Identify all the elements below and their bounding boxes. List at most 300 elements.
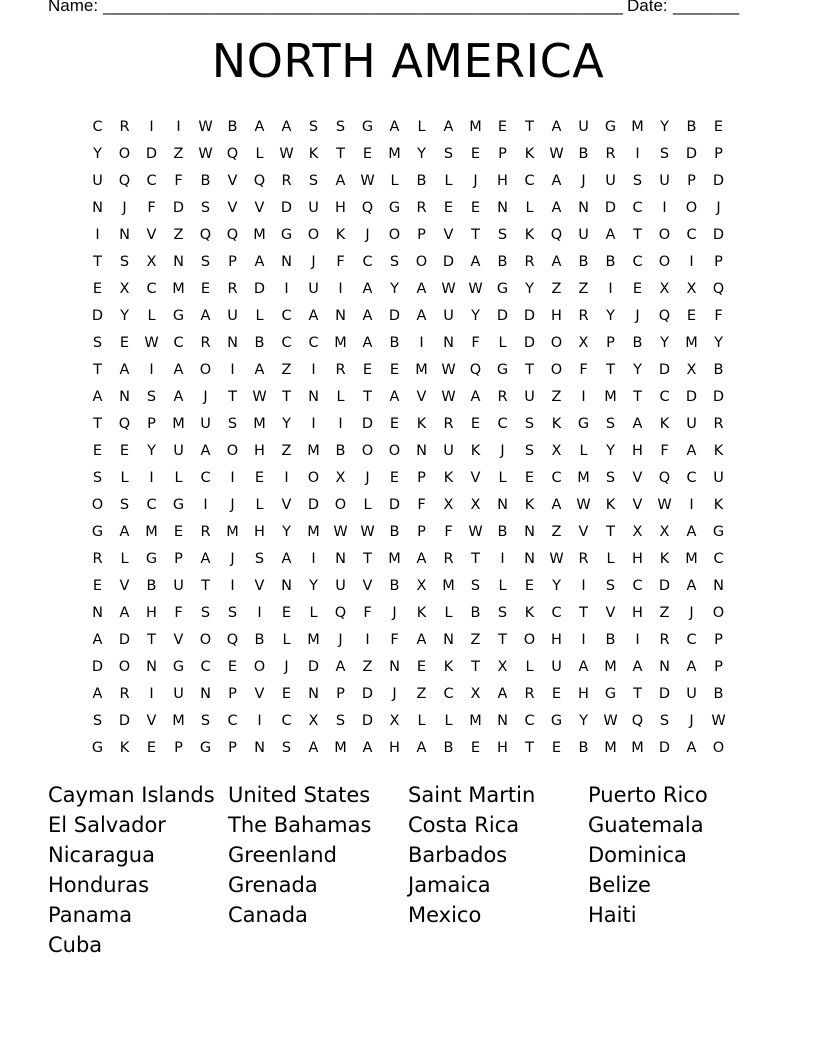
grid-letter: X	[416, 577, 427, 594]
grid-letter: E	[119, 442, 130, 459]
grid-letter: O	[388, 226, 401, 243]
grid-letter: U	[200, 415, 211, 432]
grid-letter: J	[392, 604, 397, 621]
grid-letter: I	[500, 550, 505, 567]
grid-letter: F	[579, 361, 588, 378]
grid-letter: B	[146, 577, 157, 594]
word-bank-item: Jamaica	[408, 873, 491, 897]
grid-letter: M	[415, 361, 428, 378]
grid-letter: C	[281, 712, 292, 729]
grid-letter: S	[308, 118, 319, 135]
grid-letter: Q	[361, 199, 374, 216]
grid-letter: S	[227, 415, 238, 432]
grid-letter: A	[605, 226, 616, 243]
name-blank: _______________________________________________________	[103, 0, 624, 15]
grid-letter: E	[470, 199, 481, 216]
grid-letter: E	[362, 361, 373, 378]
grid-letter: Q	[226, 145, 239, 162]
grid-letter: E	[551, 739, 562, 756]
grid-letter: K	[416, 415, 427, 432]
grid-letter: U	[605, 172, 616, 189]
grid-letter: J	[230, 550, 235, 567]
grid-letter: E	[254, 469, 265, 486]
grid-letter: F	[174, 172, 183, 189]
grid-letter: T	[93, 361, 102, 378]
grid-letter: F	[363, 604, 372, 621]
grid-letter: M	[334, 334, 347, 351]
grid-letter: Q	[712, 280, 725, 297]
grid-letter: S	[335, 118, 346, 135]
grid-letter: H	[146, 604, 157, 621]
grid-letter: O	[550, 334, 563, 351]
grid-letter: Y	[660, 118, 669, 135]
grid-letter: W	[549, 550, 564, 567]
grid-letter: S	[659, 712, 670, 729]
grid-letter: C	[308, 334, 319, 351]
grid-letter: M	[145, 523, 158, 540]
grid-letter: E	[470, 145, 481, 162]
grid-letter: I	[149, 118, 154, 135]
grid-letter: D	[658, 685, 671, 702]
grid-letter: I	[149, 685, 154, 702]
grid-letter: X	[578, 334, 589, 351]
grid-letter: Z	[173, 145, 184, 162]
grid-letter: O	[361, 442, 374, 459]
grid-letter: Y	[714, 334, 723, 351]
grid-letter: E	[551, 685, 562, 702]
grid-letter: I	[284, 280, 289, 297]
grid-letter: U	[686, 685, 697, 702]
word-bank-item: Cayman Islands	[48, 783, 215, 807]
grid-letter: L	[390, 172, 399, 189]
grid-letter: E	[92, 577, 103, 594]
grid-letter: R	[335, 361, 346, 378]
grid-letter: Y	[606, 442, 615, 459]
word-bank-item: Barbados	[408, 843, 508, 867]
grid-letter: I	[311, 361, 316, 378]
grid-letter: Z	[551, 280, 562, 297]
grid-letter: H	[335, 199, 346, 216]
grid-letter: X	[497, 658, 508, 675]
grid-letter: A	[416, 550, 427, 567]
grid-letter: N	[578, 199, 589, 216]
grid-letter: X	[632, 523, 643, 540]
grid-letter: J	[338, 631, 343, 648]
grid-letter: U	[92, 172, 103, 189]
grid-letter: C	[173, 334, 184, 351]
grid-letter: P	[714, 145, 723, 162]
grid-letter: Z	[281, 361, 292, 378]
grid-letter: A	[686, 577, 697, 594]
grid-letter: Y	[471, 307, 480, 324]
grid-letter: B	[578, 253, 589, 270]
grid-letter: R	[92, 550, 103, 567]
grid-letter: Y	[93, 145, 102, 162]
grid-letter: R	[227, 280, 238, 297]
grid-letter: U	[578, 226, 589, 243]
grid-letter: S	[605, 469, 616, 486]
grid-letter: Q	[550, 226, 563, 243]
date-label: Date:	[627, 0, 673, 15]
grid-letter: S	[200, 199, 211, 216]
grid-letter: A	[362, 334, 373, 351]
grid-letter: L	[255, 145, 264, 162]
grid-letter: B	[578, 739, 589, 756]
grid-letter: D	[388, 307, 401, 324]
grid-letter: N	[443, 631, 454, 648]
grid-letter: O	[388, 442, 401, 459]
grid-letter: I	[311, 415, 316, 432]
grid-letter: H	[632, 442, 643, 459]
grid-letter: H	[254, 442, 265, 459]
grid-letter: J	[716, 199, 721, 216]
grid-letter: D	[118, 631, 131, 648]
grid-letter: A	[632, 658, 643, 675]
grid-letter: M	[334, 739, 347, 756]
grid-letter: S	[92, 469, 103, 486]
grid-letter: E	[281, 604, 292, 621]
grid-letter: A	[470, 388, 481, 405]
grid-letter: K	[119, 739, 130, 756]
grid-letter: G	[91, 523, 104, 540]
grid-letter: K	[713, 442, 724, 459]
grid-letter: S	[119, 253, 130, 270]
grid-letter: I	[284, 469, 289, 486]
grid-letter: P	[714, 631, 723, 648]
grid-letter: V	[605, 604, 616, 621]
grid-letter: A	[308, 739, 319, 756]
grid-letter: W	[468, 280, 483, 297]
grid-letter: C	[200, 469, 211, 486]
grid-letter: T	[579, 604, 588, 621]
grid-letter: C	[632, 253, 643, 270]
grid-letter: L	[444, 604, 453, 621]
grid-letter: M	[577, 469, 590, 486]
grid-letter: E	[389, 415, 400, 432]
grid-letter: V	[281, 496, 292, 513]
grid-letter: A	[686, 523, 697, 540]
grid-letter: T	[228, 388, 237, 405]
grid-letter: A	[551, 253, 562, 270]
grid-letter: U	[713, 469, 724, 486]
grid-letter: C	[227, 712, 238, 729]
grid-letter: N	[281, 577, 292, 594]
grid-letter: E	[92, 442, 103, 459]
grid-letter: Y	[660, 334, 669, 351]
grid-letter: J	[689, 712, 694, 729]
grid-letter: W	[603, 712, 618, 729]
grid-letter: D	[658, 577, 671, 594]
grid-letter: C	[713, 550, 724, 567]
grid-letter: B	[497, 253, 508, 270]
grid-letter: A	[443, 118, 454, 135]
grid-letter: C	[281, 307, 292, 324]
grid-letter: S	[524, 415, 535, 432]
grid-letter: V	[254, 685, 265, 702]
word-bank	[48, 780, 768, 960]
grid-letter: Z	[416, 685, 427, 702]
grid-letter: B	[389, 577, 400, 594]
grid-letter: O	[307, 226, 320, 243]
grid-letter: C	[686, 631, 697, 648]
grid-letter: A	[281, 550, 292, 567]
grid-letter: I	[365, 631, 370, 648]
grid-letter: S	[146, 388, 157, 405]
grid-letter: M	[469, 118, 482, 135]
grid-letter: K	[551, 415, 562, 432]
grid-letter: W	[468, 523, 483, 540]
grid-letter: O	[253, 658, 266, 675]
grid-letter: U	[686, 415, 697, 432]
grid-letter: R	[200, 523, 211, 540]
grid-letter: A	[335, 172, 346, 189]
grid-letter: B	[713, 685, 724, 702]
grid-letter: F	[417, 496, 426, 513]
grid-letter: E	[416, 658, 427, 675]
grid-letter: M	[388, 145, 401, 162]
grid-letter: B	[416, 172, 427, 189]
grid-letter: A	[254, 253, 265, 270]
grid-letter: J	[365, 226, 370, 243]
grid-letter: D	[685, 388, 698, 405]
word-bank-item: Honduras	[48, 873, 150, 897]
grid-letter: U	[173, 685, 184, 702]
grid-letter: L	[579, 442, 588, 459]
grid-letter: D	[91, 658, 104, 675]
grid-letter: V	[227, 199, 238, 216]
word-bank-item: Cuba	[48, 933, 103, 957]
grid-letter: E	[200, 280, 211, 297]
grid-letter: K	[524, 496, 535, 513]
grid-letter: O	[307, 469, 320, 486]
grid-letter: E	[470, 739, 481, 756]
grid-letter: X	[119, 280, 130, 297]
grid-letter: C	[200, 658, 211, 675]
grid-letter: H	[254, 523, 265, 540]
grid-letter: A	[362, 307, 373, 324]
grid-letter: I	[608, 280, 613, 297]
grid-letter: Q	[118, 172, 131, 189]
grid-letter: I	[689, 253, 694, 270]
word-search-grid	[84, 113, 732, 761]
grid-letter: W	[441, 280, 456, 297]
grid-letter: L	[363, 496, 372, 513]
grid-letter: K	[659, 550, 670, 567]
grid-letter: P	[498, 145, 507, 162]
grid-letter: R	[443, 550, 454, 567]
grid-letter: N	[254, 739, 265, 756]
grid-letter: X	[551, 442, 562, 459]
grid-letter: I	[635, 631, 640, 648]
grid-letter: N	[524, 523, 535, 540]
grid-letter: A	[362, 739, 373, 756]
grid-letter: C	[524, 712, 535, 729]
grid-letter: L	[525, 199, 534, 216]
grid-letter: C	[659, 388, 670, 405]
grid-letter: I	[419, 334, 424, 351]
grid-letter: Z	[578, 280, 589, 297]
grid-letter: I	[203, 496, 208, 513]
grid-letter: S	[470, 577, 481, 594]
grid-letter: M	[631, 739, 644, 756]
grid-letter: D	[604, 199, 617, 216]
grid-letter: K	[470, 442, 481, 459]
grid-letter: C	[551, 469, 562, 486]
grid-letter: T	[336, 145, 345, 162]
grid-letter: R	[119, 685, 130, 702]
word-bank-item: Belize	[588, 873, 651, 897]
grid-letter: F	[471, 334, 480, 351]
grid-letter: L	[174, 469, 183, 486]
grid-letter: L	[120, 550, 129, 567]
grid-letter: U	[578, 118, 589, 135]
grid-letter: C	[146, 280, 157, 297]
grid-letter: B	[389, 334, 400, 351]
grid-letter: R	[524, 253, 535, 270]
grid-letter: T	[525, 361, 534, 378]
grid-letter: T	[93, 415, 102, 432]
grid-letter: R	[200, 334, 211, 351]
grid-letter: T	[633, 685, 642, 702]
grid-letter: J	[203, 388, 208, 405]
grid-letter: I	[230, 577, 235, 594]
grid-letter: M	[253, 226, 266, 243]
grid-letter: P	[174, 739, 183, 756]
grid-letter: Q	[469, 361, 482, 378]
grid-letter: G	[172, 658, 185, 675]
grid-letter: P	[417, 469, 426, 486]
grid-letter: B	[200, 172, 211, 189]
grid-letter: P	[687, 172, 696, 189]
grid-letter: B	[713, 361, 724, 378]
grid-letter: L	[525, 658, 534, 675]
grid-letter: V	[470, 469, 481, 486]
grid-letter: O	[712, 604, 725, 621]
grid-letter: N	[308, 388, 319, 405]
grid-letter: A	[416, 280, 427, 297]
grid-letter: N	[281, 253, 292, 270]
grid-letter: I	[635, 145, 640, 162]
grid-letter: D	[523, 307, 536, 324]
grid-letter: J	[284, 658, 289, 675]
grid-letter: A	[578, 658, 589, 675]
grid-letter: H	[578, 685, 589, 702]
grid-letter: Q	[226, 226, 239, 243]
grid-letter: E	[632, 280, 643, 297]
grid-letter: M	[172, 712, 185, 729]
grid-letter: A	[119, 361, 130, 378]
grid-letter: N	[524, 550, 535, 567]
grid-letter: G	[550, 712, 563, 729]
grid-letter: V	[146, 712, 157, 729]
grid-letter: E	[281, 685, 292, 702]
grid-letter: X	[470, 496, 481, 513]
grid-letter: S	[497, 604, 508, 621]
grid-letter: T	[525, 118, 534, 135]
grid-letter: N	[119, 388, 130, 405]
grid-letter: A	[92, 631, 103, 648]
grid-letter: B	[605, 631, 616, 648]
grid-letter: M	[442, 577, 455, 594]
grid-letter: W	[252, 388, 267, 405]
grid-letter: Y	[579, 712, 588, 729]
grid-letter: V	[632, 496, 643, 513]
grid-letter: A	[551, 496, 562, 513]
grid-letter: R	[497, 388, 508, 405]
grid-letter: S	[119, 496, 130, 513]
grid-letter: E	[146, 739, 157, 756]
grid-letter: C	[551, 604, 562, 621]
grid-letter: W	[198, 118, 213, 135]
grid-letter: P	[606, 334, 615, 351]
grid-letter: S	[443, 145, 454, 162]
grid-letter: G	[91, 739, 104, 756]
grid-letter: X	[686, 361, 697, 378]
grid-letter: G	[496, 361, 509, 378]
grid-letter: L	[255, 307, 264, 324]
grid-letter: T	[147, 631, 156, 648]
grid-letter: D	[388, 496, 401, 513]
grid-letter: A	[416, 739, 427, 756]
grid-letter: T	[282, 388, 291, 405]
grid-letter: A	[389, 388, 400, 405]
grid-letter: S	[524, 442, 535, 459]
grid-letter: Y	[390, 280, 399, 297]
grid-letter: B	[605, 253, 616, 270]
grid-letter: L	[336, 388, 345, 405]
grid-letter: E	[119, 334, 130, 351]
grid-letter: J	[581, 172, 586, 189]
grid-letter: A	[335, 658, 346, 675]
grid-letter: V	[254, 199, 265, 216]
grid-letter: S	[200, 253, 211, 270]
grid-letter: P	[714, 658, 723, 675]
grid-letter: V	[443, 226, 454, 243]
grid-letter: G	[712, 523, 725, 540]
grid-letter: U	[524, 388, 535, 405]
grid-letter: E	[686, 307, 697, 324]
grid-letter: C	[524, 172, 535, 189]
grid-letter: O	[334, 496, 347, 513]
grid-letter: I	[581, 631, 586, 648]
grid-letter: H	[389, 739, 400, 756]
grid-letter: W	[333, 523, 348, 540]
grid-letter: M	[631, 118, 644, 135]
grid-letter: D	[172, 199, 185, 216]
grid-letter: K	[443, 469, 454, 486]
grid-letter: S	[335, 712, 346, 729]
grid-letter: I	[257, 604, 262, 621]
grid-letter: L	[147, 307, 156, 324]
grid-letter: X	[335, 469, 346, 486]
grid-letter: I	[176, 118, 181, 135]
grid-letter: Y	[120, 307, 129, 324]
grid-letter: P	[336, 685, 345, 702]
grid-letter: W	[576, 496, 591, 513]
grid-letter: I	[230, 469, 235, 486]
grid-letter: O	[226, 442, 239, 459]
grid-letter: W	[198, 145, 213, 162]
grid-letter: F	[660, 442, 669, 459]
grid-letter: A	[686, 442, 697, 459]
grid-letter: S	[632, 172, 643, 189]
grid-letter: T	[471, 226, 480, 243]
grid-letter: S	[200, 604, 211, 621]
grid-letter: J	[689, 604, 694, 621]
grid-letter: F	[444, 523, 453, 540]
grid-letter: T	[525, 739, 534, 756]
word-bank-item: Grenada	[228, 873, 318, 897]
